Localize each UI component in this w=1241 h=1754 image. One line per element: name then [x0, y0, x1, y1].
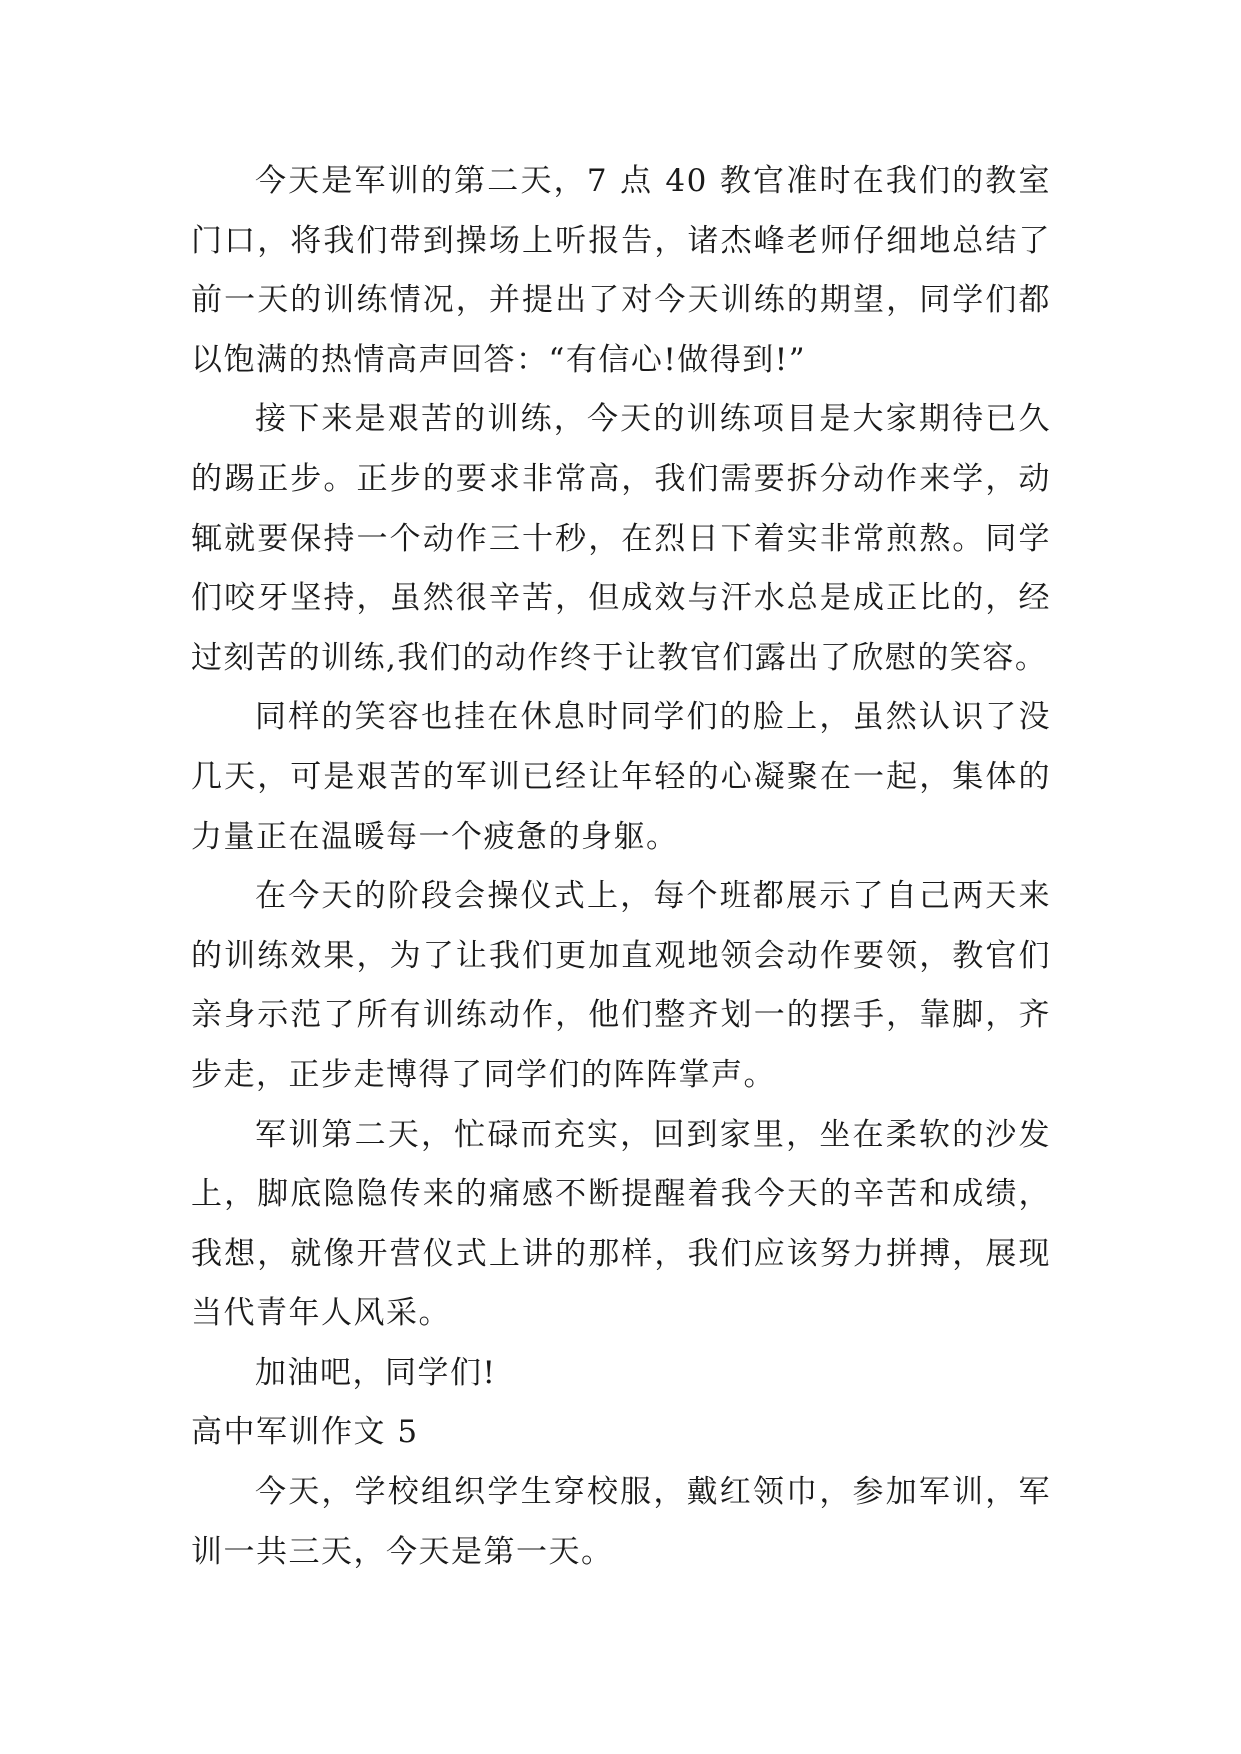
paragraph-2: 接下来是艰苦的训练，今天的训练项目是大家期待已久的踢正步。正步的要求非常高，我们需要拆分动作来学，动辄就要保持一个动作三十秒，在烈日下着实非常煎熬。同学们咬牙坚持，虽然很辛苦，但成效与汗水总是成正比的，经过刻苦的训练,我们的动作终于让教官们露出了欣慰的笑容。 — [191, 401, 1051, 676]
paragraph-3: 同样的笑容也挂在休息时同学们的脸上，虽然认识了没几天，可是艰苦的军训已经让年轻的心凝聚在一起，集体的力量正在温暖每一个疲惫的身躯。 — [191, 699, 1051, 855]
section-heading: 高中军训作文 5 — [191, 1414, 419, 1451]
paragraph-6: 加油吧，同学们! — [255, 1354, 497, 1391]
paragraph-4: 在今天的阶段会操仪式上，每个班都展示了自己两天来的训练效果，为了让我们更加直观地领会动作要领，教官们亲身示范了所有训练动作，他们整齐划一的摆手，靠脚，齐步走，正步走博得了同学们的阵阵掌声。 — [191, 878, 1051, 1093]
paragraph-7: 今天，学校组织学生穿校服，戴红领巾，参加军训，军训一共三天，今天是第一天。 — [191, 1474, 1051, 1570]
document-body — [191, 152, 1051, 1582]
paragraph-5: 军训第二天，忙碌而充实，回到家里，坐在柔软的沙发上，脚底隐隐传来的痛感不断提醒着我今天的辛苦和成绩，我想，就像开营仪式上讲的那样，我们应该努力拼搏，展现当代青年人风采。 — [191, 1116, 1051, 1332]
paragraph-1: 今天是军训的第二天，7 点 40 教官准时在我们的教室门口，将我们带到操场上听报告，诸杰峰老师仔细地总结了前一天的训练情况，并提出了对今天训练的期望，同学们都以饱满的热情高声回答：“有信心!做得到!” — [191, 163, 1051, 378]
